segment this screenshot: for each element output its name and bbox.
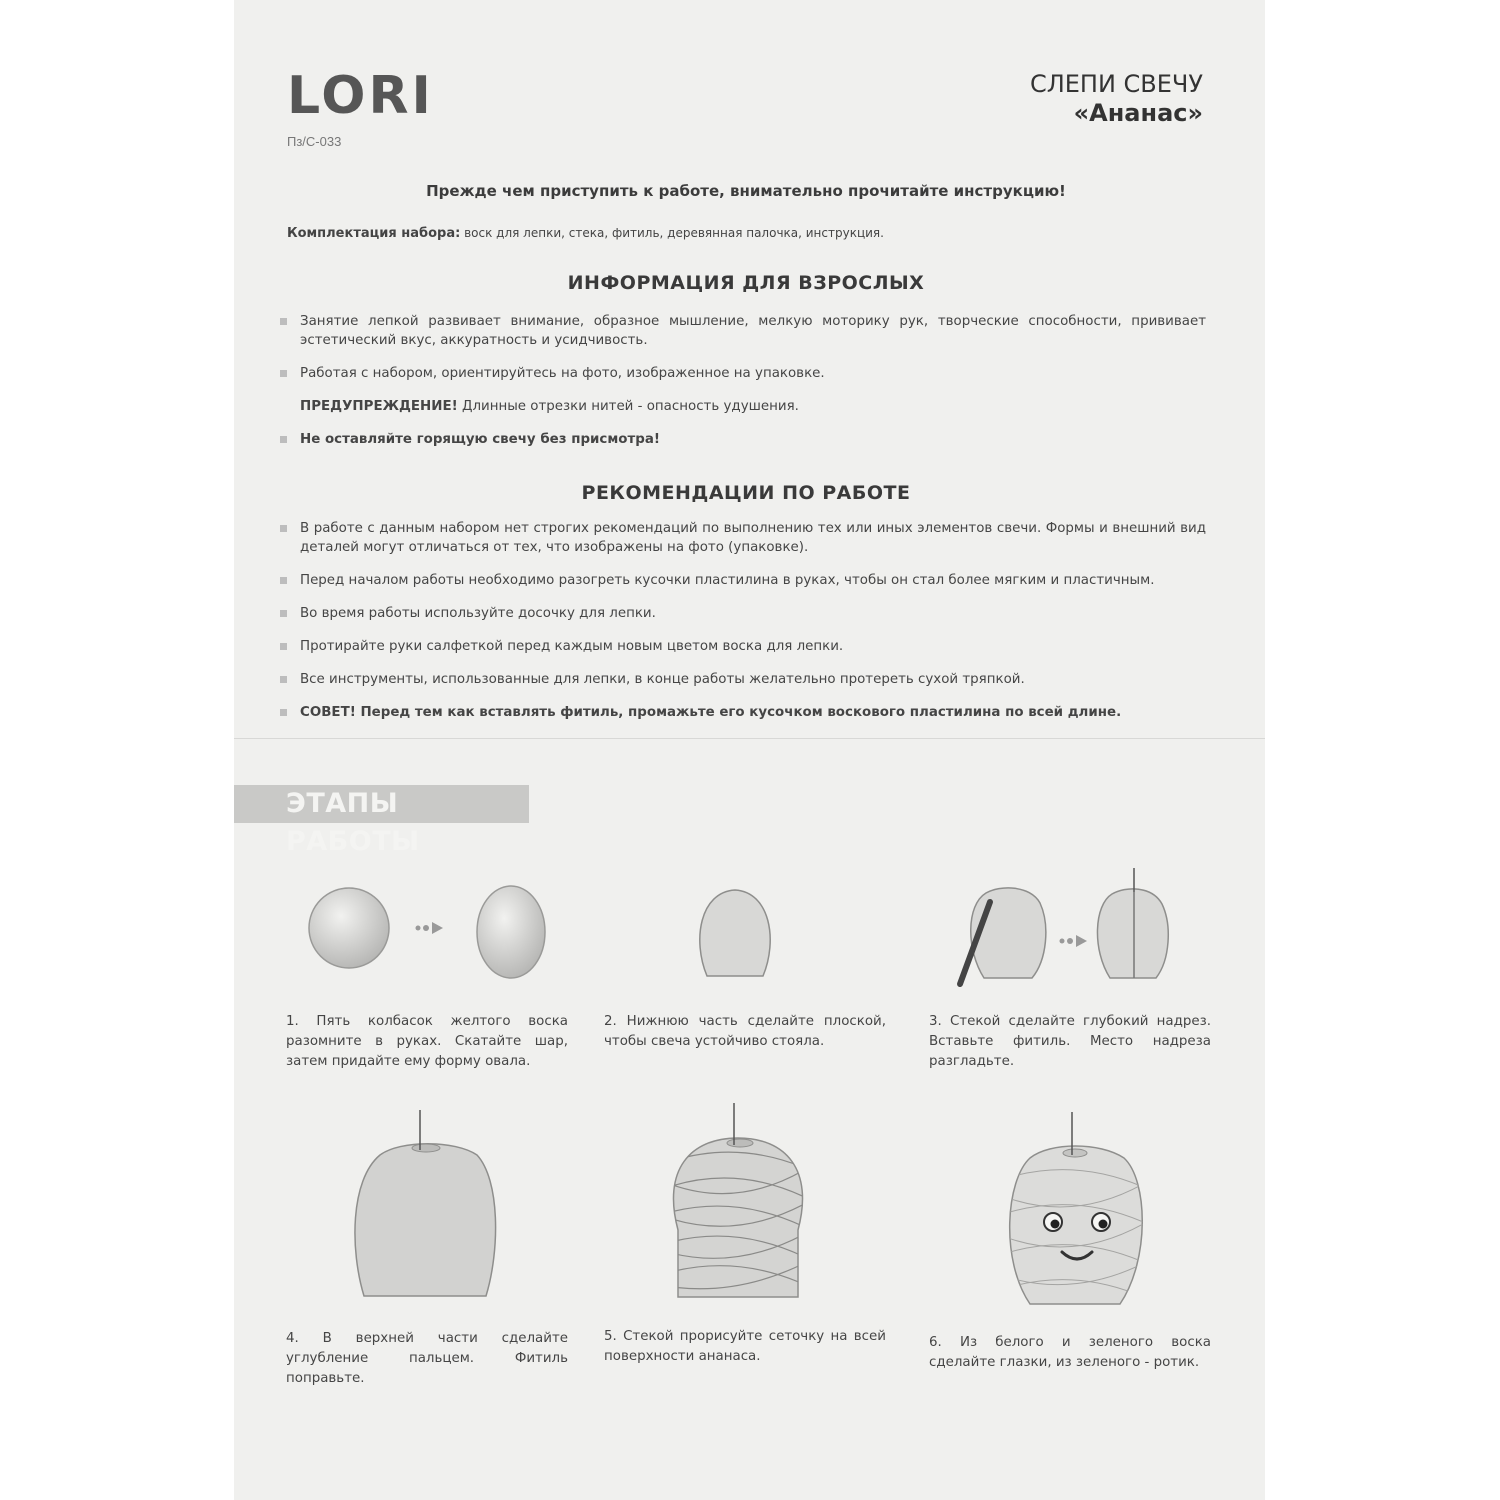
intro-notice: Прежде чем приступить к работе, внимательно прочитайте инструкцию! (426, 182, 1066, 200)
oval-icon (971, 888, 1046, 978)
step-2-caption: 2. Нижнюю часть сделайте плоской, чтобы свеча устойчиво стояла. (604, 1014, 886, 1049)
step1-figure (309, 886, 545, 978)
candle-body-icon (355, 1144, 496, 1296)
arrow-icon (1060, 935, 1088, 947)
step-1-caption: 1. Пять колбасок желтого воска разомните в руках. Скатайте шар, затем придайте ему форму овала. (286, 1014, 568, 1069)
wax-ball-icon (309, 888, 389, 968)
candle-warning: Не оставляйте горящую свечу без присмотра! (276, 430, 1206, 449)
kit-text: воск для лепки, стека, фитиль, деревянная палочка, инструкция. (460, 226, 884, 240)
kit-label: Комплектация набора: (287, 226, 461, 241)
step6-figure (1000, 1112, 1150, 1304)
adults-heading: ИНФОРМАЦИЯ ДЛЯ ВЗРОСЛЫХ (567, 272, 925, 294)
list-item: Занятие лепкой развивает внимание, образное мышление, мелкую моторику рук, творческие способности, прививает эстетический вкус, аккуратность и усидчивость. (276, 312, 1206, 350)
step3-figure (960, 868, 1168, 984)
step-4-caption: 4. В верхней части сделайте углубление пальцем. Фитиль поправьте. (286, 1331, 568, 1386)
recs-heading: РЕКОМЕНДАЦИИ ПО РАБОТЕ (581, 482, 911, 504)
list-item: Во время работы используйте досочку для лепки. (276, 604, 1206, 623)
oval-with-wick-icon (1097, 889, 1168, 978)
list-item: Работая с набором, ориентируйтесь на фото, изображенное на упаковке. (276, 364, 1206, 383)
warning-text: Длинные отрезки нитей - опасность удушения. (457, 399, 799, 414)
brand-logo: LORI (287, 66, 434, 126)
list-item: В работе с данным набором нет строгих рекомендаций по выполнению тех или иных элементов свечи. Формы и внешний вид деталей могут отличаться от тех, что изображены на фото (упаковке). (276, 519, 1206, 557)
list-item: Протирайте руки салфеткой перед каждым новым цветом воска для лепки. (276, 637, 1206, 656)
title-line-2: «Ананас» (1073, 99, 1203, 127)
title-line-1: СЛЕПИ СВЕЧУ (1029, 70, 1203, 98)
tip-item: СОВЕТ! Перед тем как вставлять фитиль, промажьте его кусочком воскового пластилина по всей длине. (276, 703, 1206, 722)
list-item: Все инструменты, использованные для лепки, в конце работы желательно протереть сухой тряпкой. (276, 670, 1206, 689)
step-5-caption: 5. Стекой прорисуйте сеточку на всей поверхности ананаса. (604, 1329, 886, 1364)
list-item: Перед началом работы необходимо разогреть кусочки пластилина в руках, чтобы он стал более мягким и пластичным. (276, 571, 1206, 590)
step5-figure (660, 1103, 820, 1297)
step2-figure (700, 890, 770, 976)
step4-figure (355, 1110, 496, 1296)
wax-oval-icon (477, 886, 545, 978)
stages-banner: ЭТАПЫ РАБОТЫ (234, 785, 529, 823)
step-6-caption: 6. Из белого и зеленого воска сделайте глазки, из зеленого - ротик. (929, 1335, 1211, 1370)
product-code: Пз/С-033 (287, 134, 342, 149)
step-3-caption: 3. Стекой сделайте глубокий надрез. Вставьте фитиль. Место надреза разгладьте. (929, 1014, 1211, 1069)
warning-label: ПРЕДУПРЕЖДЕНИЕ! (300, 399, 458, 414)
flat-bottom-oval-icon (700, 890, 770, 976)
arrow-icon (416, 922, 444, 934)
